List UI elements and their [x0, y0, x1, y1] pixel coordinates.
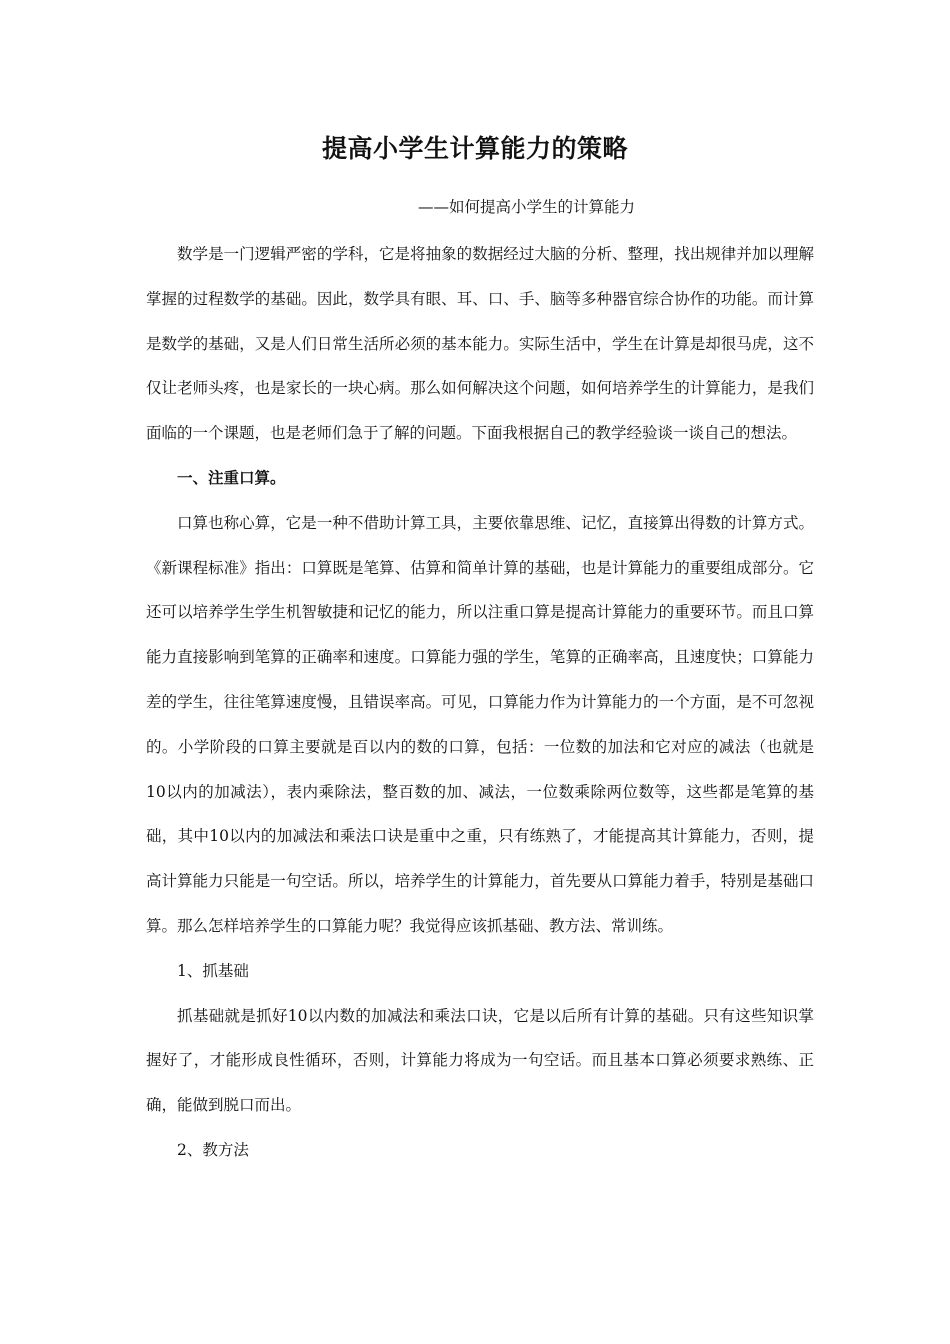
paragraph-oral-calculation: 口算也称心算，它是一种不借助计算工具，主要依靠思维、记忆，直接算出得数的计算方式。《新课程标准》指出：口算既是笔算、估算和简单计算的基础，也是计算能力的重要组成部分。它还可以培养学生学生机智敏捷和记忆的能力，所以注重口算是提高计算能力的重要环节。而且口算能力直接影响到笔算的正确率和速度。口算能力强的学生，笔算的正确率高，且速度快；口算能力差的学生，往往笔算速度慢，且错误率高。可见，口算能力作为计算能力的一个方面，是不可忽视的。小学阶段的口算主要就是百以内的数的口算，包括：一位数的加法和它对应的减法（也就是10以内的加减法），表内乘除法，整百数的加、减法，一位数乘除两位数等，这些都是笔算的基础，其中10以内的加减法和乘法口诀是重中之重，只有练熟了，才能提高其计算能力，否则，提高计算能力只能是一句空话。所以，培养学生的计算能力，首先要从口算能力着手，特别是基础口算。那么怎样培养学生的口算能力呢？我觉得应该抓基础、教方法、常训练。	[146, 513, 814, 935]
document-body	[146, 232, 814, 1173]
subheading-methods: 2、教方法	[177, 1140, 249, 1159]
paragraph-basics: 抓基础就是抓好10以内数的加减法和乘法口诀，它是以后所有计算的基础。只有这些知识掌握好了，才能形成良性循环，否则，计算能力将成为一句空话。而且基本口算必须要求熟练、正确，能做到脱口而出。	[146, 1006, 814, 1115]
section-heading-oral-calculation: 一、注重口算。	[177, 467, 286, 487]
document-title: 提高小学生计算能力的策略	[321, 134, 628, 163]
subheading-basics: 1、抓基础	[177, 961, 249, 980]
paragraph-intro: 数学是一门逻辑严密的学科，它是将抽象的数据经过大脑的分析、整理，找出规律并加以理解掌握的过程数学的基础。因此，数学具有眼、耳、口、手、脑等多种器官综合协作的功能。而计算是数学的基础，又是人们日常生活所必须的基本能力。实际生活中，学生在计算是却很马虎，这不仅让老师头疼，也是家长的一块心病。那么如何解决这个问题，如何培养学生的计算能力，是我们面临的一个课题，也是老师们急于了解的问题。下面我根据自己的教学经验谈一谈自己的想法。	[146, 245, 814, 443]
document-subtitle: ——如何提高小学生的计算能力	[418, 198, 636, 216]
